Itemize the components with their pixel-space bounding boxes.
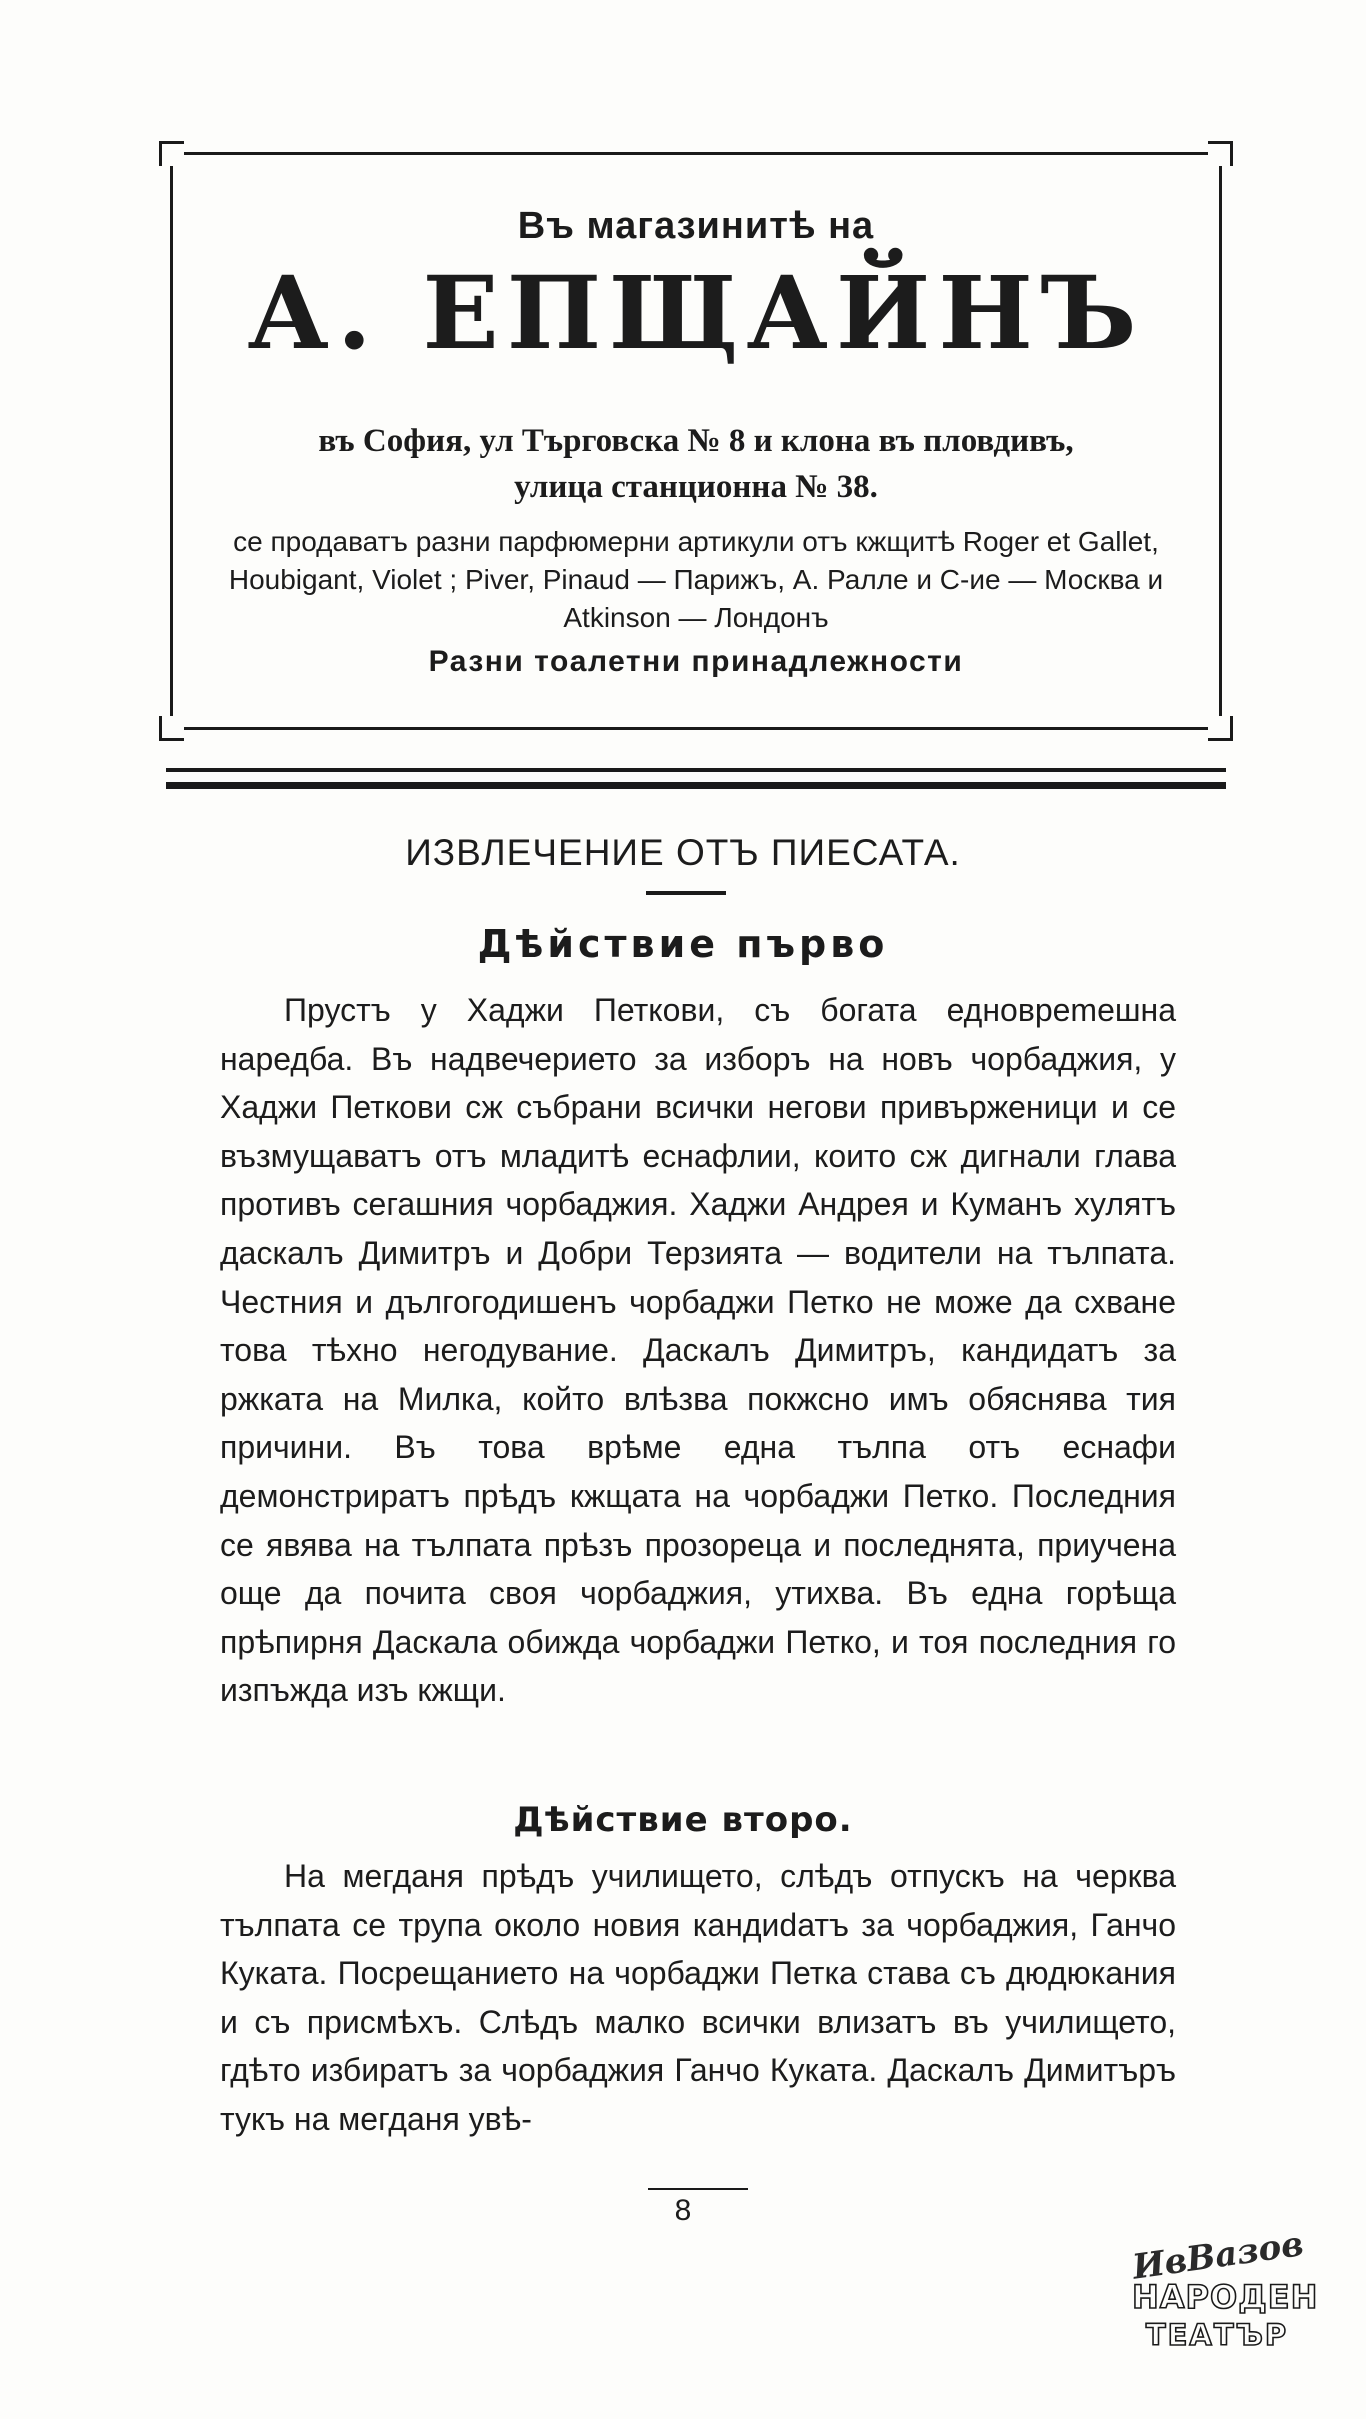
watermark-signature: ИвВазов — [1130, 2224, 1306, 2288]
divider-rule-thick — [166, 782, 1226, 789]
act-1-synopsis: Прустъ у Хаджи Петкови, съ богата едновреmешна наредба. Въ надвечерието за изборъ на новъ чорбаджия, у Хаджи Петкови сж събрани всички негови привърженици и се възмущаватъ отъ младитѣ еснафлии, които сж дигнали глава противъ сегашния чорбаджия. Хаджи Андрея и Куманъ хулятъ даскалъ Димитръ и Добри Терзията — водители на тълпата. Честния и дългогодишенъ чорбаджи Петко не може да схване това тѣхно негодувание. Даскалъ Димитръ, кандидатъ за ржката на Милка, който влѣзва покжсно имъ обяснява тия причини. Въ това врѣме една тълпа отъ еснафи демонстриратъ прѣдъ кжщата на чорбаджи Петко. Последния се явява на тълпата прѣзъ прозореца и последнята, приучена още да почита своя чорбаджия, утихва. Въ една горѣща прѣпирня Даскала обижда чорбаджи Петко, и тоя последния го изпъжда изъ кжщи. — [220, 992, 1176, 1709]
page-number-rule — [648, 2188, 748, 2190]
divider-rule-thin — [166, 768, 1226, 772]
advertisement-box — [170, 152, 1222, 730]
heading-dash — [646, 891, 726, 895]
frame-corner-top-left — [159, 141, 184, 166]
ad-accessories: Разни тоалетни принадлежности — [428, 645, 964, 678]
frame-corner-bottom-right — [1208, 716, 1233, 741]
ad-intro: Въ магазинитѣ на — [517, 205, 875, 247]
ad-shop-name: А. ЕПЩАЙНЪ — [247, 254, 1145, 372]
watermark-line-2: ТЕАТЪР — [1145, 2318, 1289, 2352]
section-heading: ИЗВЛЕЧЕНИЕ ОТЪ ПИЕСАТА. — [405, 832, 961, 873]
act-2-title: Дѣйствие второ. — [513, 1800, 853, 1840]
watermark-line-1: НАРОДЕН — [1132, 2278, 1319, 2316]
act-1-title: Дѣйствие първо — [477, 922, 889, 966]
ad-address: въ София, ул Търговска № 8 и клона въ пловдивъ, — [318, 423, 1074, 459]
frame-corner-top-right — [1208, 141, 1233, 166]
ad-goods: се продаватъ разни парфюмерни артикули отъ кжщитѣ Roger et Gallet, Houbigant, Violet ; Piver, Pinaud — Парижъ, А. Ралле и С-ие — Москва и Atkinson — Лондонъ — [228, 526, 1164, 633]
frame-corner-bottom-left — [159, 716, 184, 741]
page-number: 8 — [674, 2194, 692, 2227]
national-theatre-watermark — [1130, 2224, 1319, 2362]
ad-street: улица станционна № 38. — [514, 469, 878, 505]
act-2-synopsis: На мегданя прѣдъ училището, слѣдъ отпускъ на черква тълпата се трупа около новия кандиdатъ за чорбаджия, Ганчо Куката. Посрещанието на чорбаджи Петка става съ дюдюкания и съ присмѣхъ. Слѣдъ малко всички влизатъ въ училището, гдѣто избиратъ за чорбаджия Ганчо Куката. Даскалъ Димитъръ тукъ на мегданя увѣ- — [220, 1858, 1176, 2137]
